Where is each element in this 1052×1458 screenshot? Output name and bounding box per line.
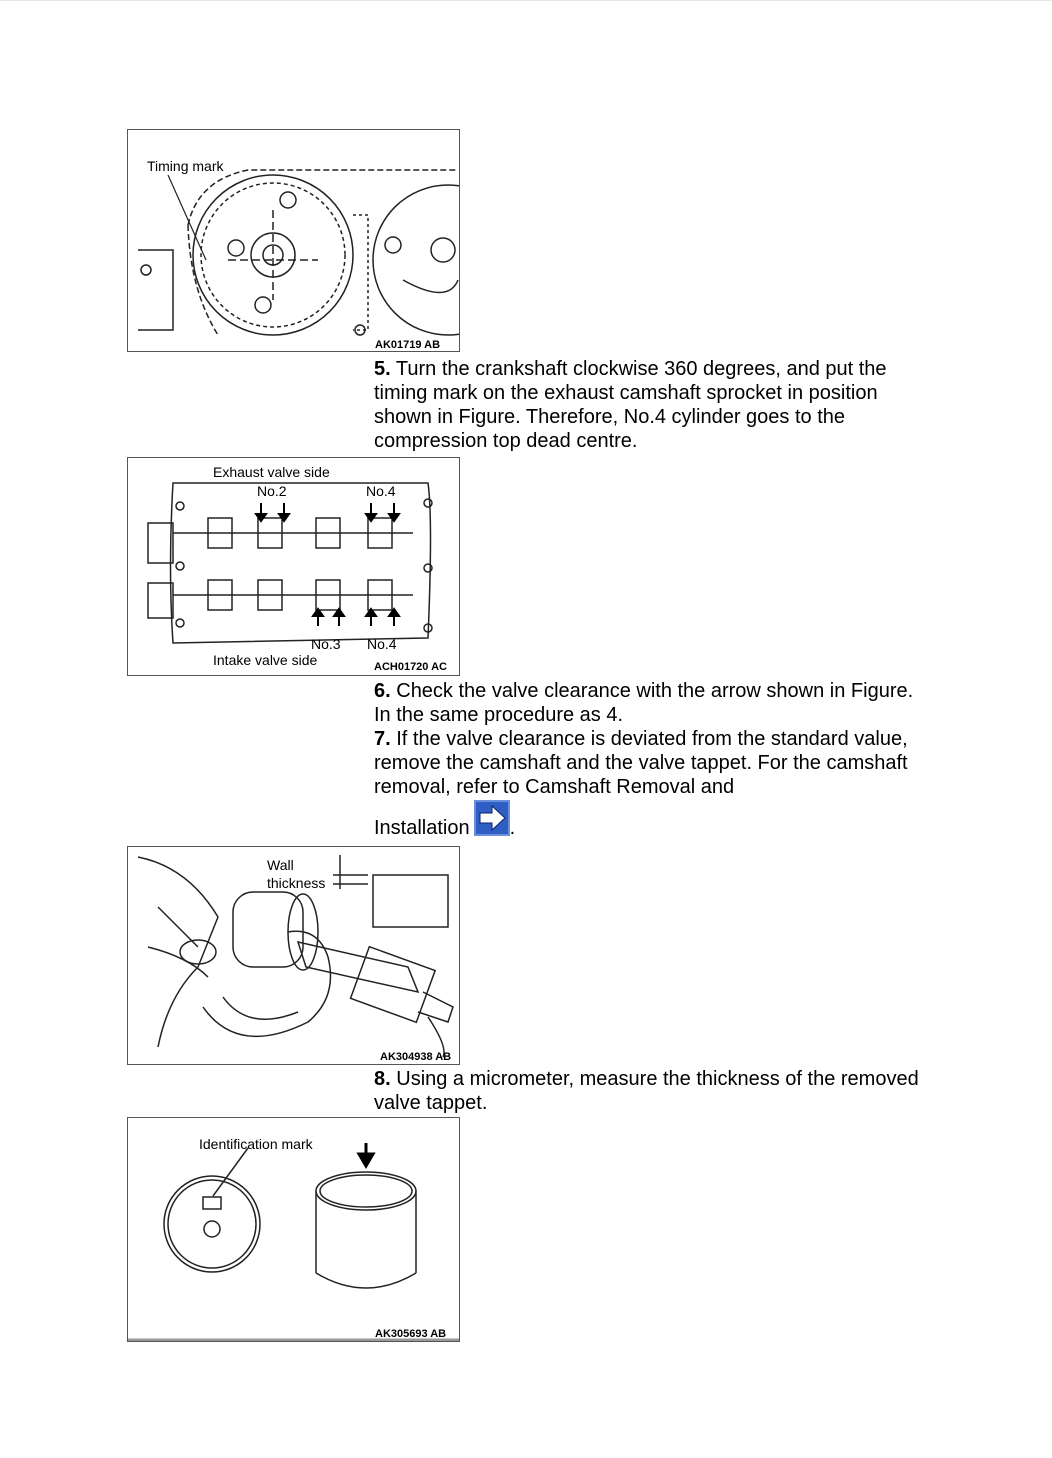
period: .	[509, 817, 516, 839]
installation-text: Installation	[374, 817, 470, 839]
camshaft-illustration	[128, 458, 460, 676]
step-text: Turn the crankshaft clockwise 360 degrees, and put the timing mark on the exhaust camshaft sprocket in position shown in Figure. Therefore, No.4 cylinder goes to the compression top dead centre.	[374, 358, 887, 452]
right-arrow-link-icon[interactable]	[474, 800, 510, 836]
step-5	[374, 357, 934, 453]
step-8	[374, 1067, 934, 1115]
figure-code: AK304938 AB	[380, 1051, 452, 1063]
wall-label-line2: thickness	[267, 875, 326, 891]
exhaust-side-label: Exhaust valve side	[213, 464, 330, 480]
timing-mark-figure	[127, 129, 460, 352]
identification-mark-label: Identification mark	[199, 1136, 313, 1152]
intake-side-label: Intake valve side	[213, 652, 318, 668]
no2-label: No.2	[257, 483, 287, 499]
wall-label-line1: Wall	[267, 857, 294, 873]
step-number: 7.	[374, 728, 391, 750]
timing-mark-label: Timing mark	[147, 158, 224, 174]
page-top-line	[0, 0, 1052, 1]
no4-bottom-label: No.4	[367, 636, 397, 652]
step-number: 6.	[374, 680, 391, 702]
step-text: Using a micrometer, measure the thickness of the removed valve tappet.	[374, 1068, 919, 1114]
valve-layout-figure	[127, 457, 460, 676]
micrometer-figure	[127, 846, 460, 1065]
no4-top-label: No.4	[366, 483, 396, 499]
step-number: 8.	[374, 1068, 391, 1090]
tappet-figure	[127, 1117, 460, 1342]
figure-code: AK305693 AB	[375, 1328, 447, 1340]
figure-code: ACH01720 AC	[374, 661, 447, 673]
step-text: If the valve clearance is deviated from the standard value, remove the camshaft and the valve tappet. For the camshaft removal, refer to Camshaft Removal and	[374, 728, 908, 798]
step-number: 5.	[374, 358, 391, 380]
step-7-installation-line	[374, 800, 934, 848]
step-6	[374, 679, 934, 727]
no3-label: No.3	[311, 636, 341, 652]
step-7	[374, 727, 934, 799]
step-text: Check the valve clearance with the arrow shown in Figure. In the same procedure as 4.	[374, 680, 914, 726]
figure-code: AK01719 AB	[375, 339, 441, 351]
